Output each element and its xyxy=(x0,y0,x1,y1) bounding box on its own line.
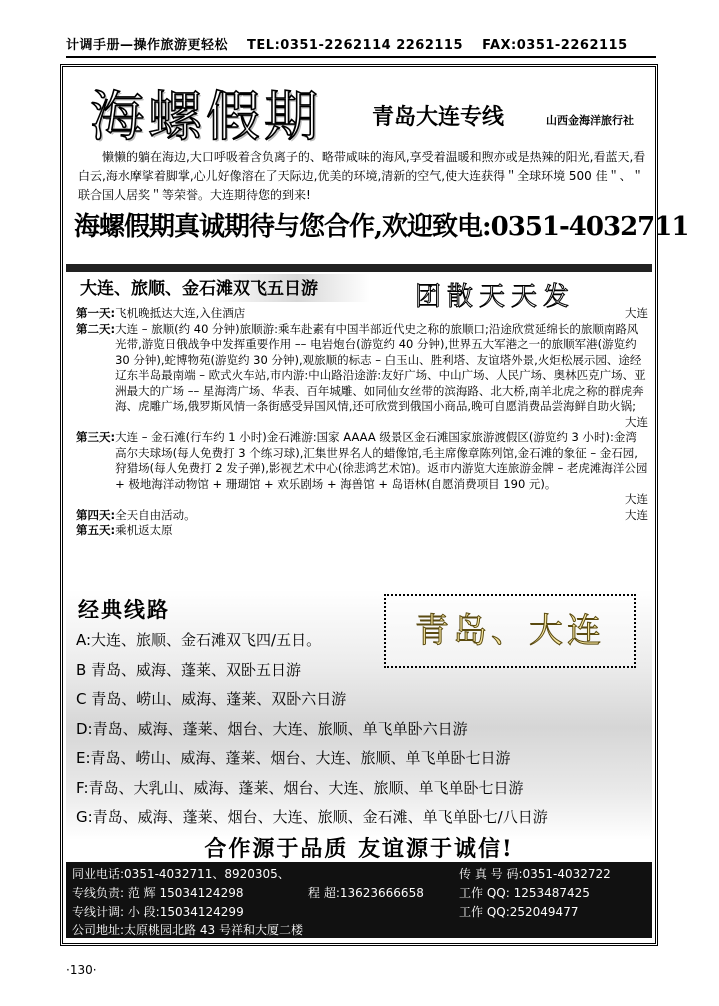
page-number: ·130· xyxy=(66,963,97,977)
header-fax: FAX:0351-2262115 xyxy=(482,38,628,53)
day-text: 大连 – 旅顺(约 40 分钟)旅顺游:乘车赴素有中国半部近代史之称的旅顺口;沿途欣赏延绵长的旅顺南路风光带,游览日俄战争中发挥重要作用 –– 电岩炮台(游览约 40 分钟),世界五大军港之一的旅顺军港(游览约 30 分钟),蛇博物苑(游览约 30 分钟),观旅顺的标志 – 白玉山、胜利塔、友谊塔外景,火炬松展示园、途经辽东半岛最南端 – 欧式火车站,市内游:中山路沿途游:友好广场、中山广场、人民广场、奥林匹克广场、亚洲最大的广场 –– 星海湾广场、华表、百年城雕、如同仙女丝带的滨海路、北大桥,南羊北虎之称的群虎奔海、虎雕广场,俄罗斯风情一条街感受异国风情,还可欣赏到俄国小商品,晚可自愿消费品尝海鲜自助火锅; xyxy=(115,321,646,413)
day-text: 飞机晚抵达大连,入住酒店 xyxy=(115,306,246,320)
header-tel: TEL:0351-2262114 2262115 xyxy=(247,38,464,53)
day-text: 全天自由活动。 xyxy=(115,507,196,522)
routes-badge: 青岛、大连 xyxy=(384,594,636,668)
day-label: 第三天: xyxy=(76,430,116,444)
route-item: F:青岛、大乳山、威海、蓬莱、烟台、大连、旅顺、单飞单卧七日游 xyxy=(76,778,524,797)
line-manager-2: 程 超:13623666658 xyxy=(308,886,424,900)
itinerary-day-1 xyxy=(76,306,648,322)
day-label: 第二天: xyxy=(76,321,116,336)
route-list xyxy=(76,626,636,833)
work-qq-1: 工作 QQ: 1253487425 xyxy=(459,886,590,900)
line-planner: 专线计调: 小 段:15034124299 xyxy=(72,905,244,919)
day-text: 大连 – 金石滩(行车约 1 小时)金石滩游:国家 AAAA 级景区金石滩国家旅游渡假区(游览约 3 小时):金湾高尔夫球场(每人免费打 3 个练习球),汇集世界名人的蜡像馆,毛主席像章陈列馆,金石滩的象征 – 金石园,狩猎场(每人免费打 2 发子弹),影视艺术中心(徐悲鸿艺术馆)。返市内游览大连旅游金牌 – 老虎滩海洋公园 + 极地海洋动物馆 + 珊瑚馆 + 欢乐剧场 + 海兽馆 + 岛语林(自愿消费项目 190 元)。 xyxy=(115,430,648,491)
itinerary-day-4 xyxy=(76,508,648,524)
tour-title: 大连、旅顺、金石滩双飞五日游 xyxy=(80,274,370,302)
line-manager: 专线负责: 范 辉 15034124298 xyxy=(72,886,244,900)
itinerary-day-3 xyxy=(76,430,648,508)
itinerary-day-5 xyxy=(76,523,648,539)
fax-number: 传 真 号 码:0351-4032722 xyxy=(459,867,611,881)
company-address: 公司地址:太原桃园北路 43 号祥和大厦二楼 xyxy=(72,923,303,937)
itinerary-day-2 xyxy=(76,322,648,431)
quality-slogan: 合作源于品质 友谊源于诚信! xyxy=(204,836,514,862)
work-qq-2: 工作 QQ:252049477 xyxy=(459,905,579,919)
contact-box xyxy=(66,862,652,938)
day-label: 第五天: xyxy=(76,523,116,537)
day-destination: 大连 xyxy=(625,414,648,429)
section-divider xyxy=(66,264,652,272)
peer-phone: 同业电话:0351-4032711、8920305、 xyxy=(72,867,290,881)
contact-slogan: 海螺假期真诚期待与您合作,欢迎致电:0351-4032711 xyxy=(74,212,689,242)
route-item: G:青岛、威海、蓬莱、烟台、大连、旅顺、金石滩、单飞单卧七/八日游 xyxy=(76,808,548,826)
day-destination: 大连 xyxy=(625,507,648,522)
route-item: E:青岛、崂山、威海、蓬莱、烟台、大连、旅顺、单飞单卧七日游 xyxy=(76,749,511,767)
brand-title: 海螺假期 xyxy=(90,85,322,148)
day-text: 乘机返太原 xyxy=(115,523,173,537)
agency-name: 山西金海洋旅行社 xyxy=(546,114,634,127)
route-item: C 青岛、崂山、威海、蓬莱、双卧六日游 xyxy=(76,690,347,708)
header-slogan: 计调手册—操作旅游更轻松 xyxy=(66,38,229,53)
day-label: 第四天: xyxy=(76,507,116,522)
itinerary xyxy=(76,306,648,539)
route-item: A:大连、旅顺、金石滩双飞四/五日。 xyxy=(76,631,322,649)
day-destination: 大连 xyxy=(625,306,648,320)
route-item: B 青岛、威海、蓬莱、双卧五日游 xyxy=(76,660,302,679)
top-header xyxy=(66,34,656,58)
route-subtitle: 青岛大连专线 xyxy=(372,105,505,130)
tour-badge: 团散天天发 xyxy=(415,282,576,312)
day-label: 第一天: xyxy=(76,306,116,320)
route-item: D:青岛、威海、蓬莱、烟台、大连、旅顺、单飞单卧六日游 xyxy=(76,719,468,738)
day-destination: 大连 xyxy=(625,492,648,506)
intro-paragraph: 懒懒的躺在海边,大口呼吸着含负离子的、略带咸味的海风,享受着温暖和煦亦或是热辣的阳光,看蓝天,看白云,海水摩挲着脚掌,心儿好像溶在了天际边,优美的环境,清新的空气,使大连获得＂全球环境 500 佳＂、＂联合国人居奖＂等荣誉。大连期待您的到来! xyxy=(78,150,646,202)
routes-title: 经典线路 xyxy=(78,598,170,622)
